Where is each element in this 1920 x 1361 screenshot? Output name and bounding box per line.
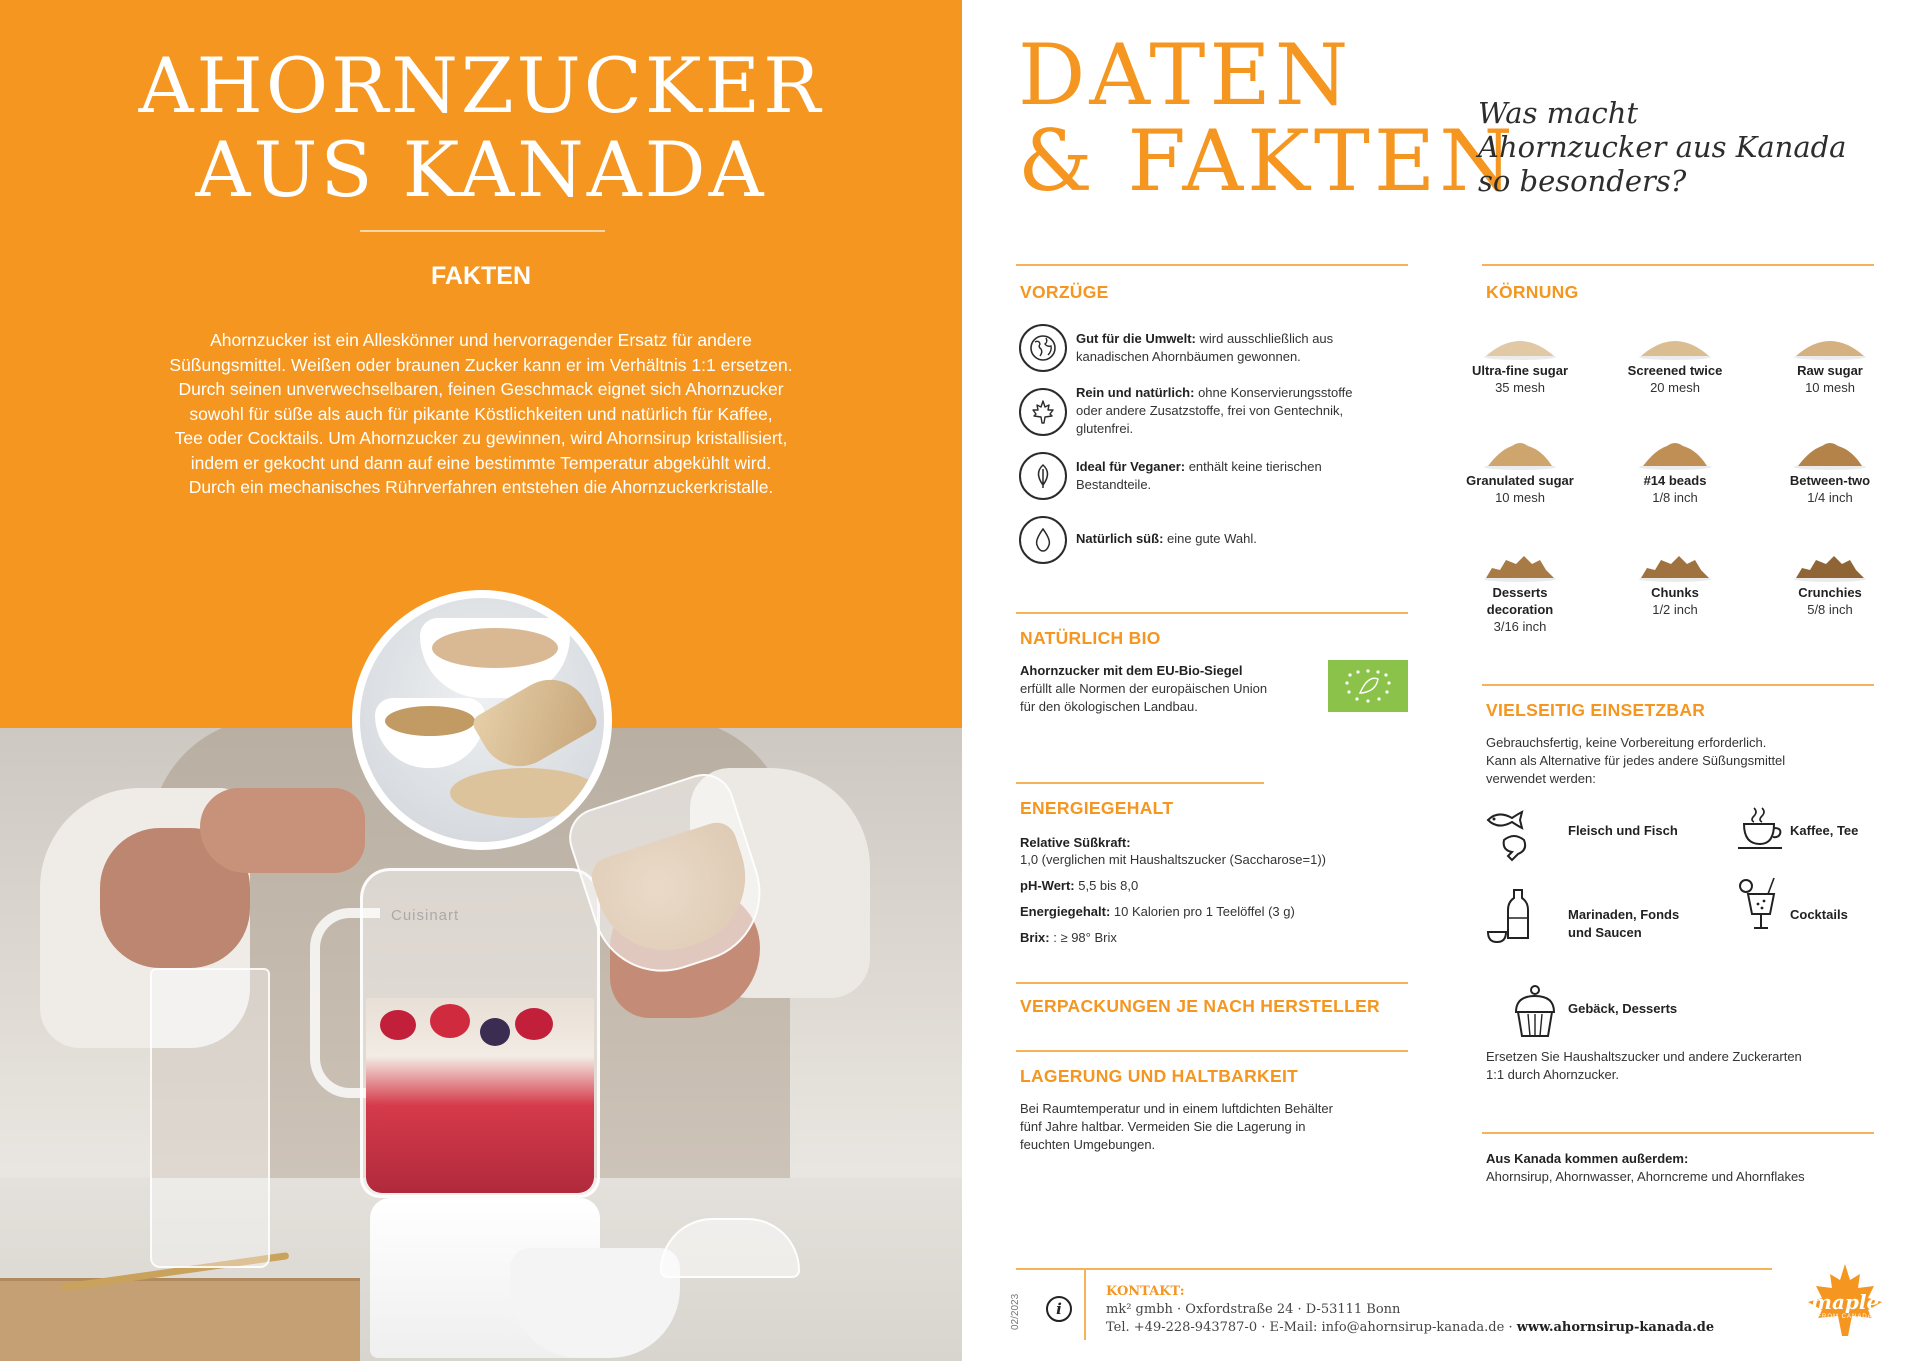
title-divider [360, 230, 605, 232]
vielseitig-outro [1486, 1048, 1886, 1084]
sugar-pile-icon [1480, 548, 1560, 582]
sugar-pile-icon [1790, 326, 1870, 360]
use-marinaden-line1: Marinaden, Fonds [1568, 907, 1680, 922]
bio-line: erfüllt alle Normen der europäischen Union [1020, 681, 1268, 696]
grain-item [1605, 584, 1745, 618]
divider [1482, 1132, 1874, 1134]
kontakt-label: KONTAKT: [1106, 1284, 1185, 1299]
vorzug-text: ohne Konservierungsstoffe [1194, 385, 1353, 400]
question-text [1478, 96, 1846, 198]
grain-name: #14 beads [1643, 473, 1707, 488]
use-fleisch-fisch: Fleisch und Fisch [1568, 823, 1678, 838]
grain-size: 10 mesh [1805, 380, 1855, 395]
grain-name: Between-two [1789, 473, 1871, 488]
intro-line: Kann als Alternative für jedes andere Süßungsmittel [1486, 753, 1786, 768]
outro-line: Ersetzen Sie Haushaltszucker und andere Zuckerarten [1486, 1049, 1802, 1064]
grain-size: 20 mesh [1650, 380, 1700, 395]
berry [480, 1018, 510, 1046]
fakten-line: indem er gekocht und dann auf eine bestimmte Temperatur abgekühlt wird. [190, 452, 772, 473]
vorzug-text: oder andere Zusatzstoffe, frei von Gentechnik, [1076, 403, 1344, 418]
vorzug-umwelt [1076, 330, 1406, 366]
daten-title-line1: DATEN [1018, 26, 1353, 124]
white-bowl [510, 1248, 680, 1358]
grain-size: 1/2 inch [1652, 602, 1698, 617]
vorzug-text: Bestandteile. [1076, 477, 1152, 492]
berry [430, 1004, 470, 1038]
footer-divider [1084, 1268, 1086, 1340]
fakten-line: Süßungsmittel. Weißen oder braunen Zucker kann er im Verhältnis 1:1 ersetzen. [169, 354, 793, 375]
vorzug-bold: Ideal für Veganer: [1076, 459, 1186, 474]
footer-rule [1016, 1268, 1772, 1270]
more-bold: Aus Kanada kommen außerdem: [1486, 1151, 1689, 1166]
divider [1016, 1050, 1408, 1052]
lagerung-heading: LAGERUNG UND HALTBARKEIT [1020, 1066, 1299, 1086]
divider [1016, 612, 1408, 614]
sugar-pile-icon [1635, 436, 1715, 470]
grain-item [1605, 472, 1745, 506]
drop-icon [1019, 516, 1067, 564]
fakten-line: Durch seinen unverwechselbaren, feinen Geschmack eignet sich Ahornzucker [178, 379, 784, 399]
grain-size: 5/8 inch [1807, 602, 1853, 617]
grain-item [1760, 362, 1900, 396]
use-cocktails: Cocktails [1790, 907, 1848, 922]
sugar-pile-icon [1480, 326, 1560, 360]
grain-name: Ultra-fine sugar [1471, 363, 1569, 378]
vorzug-suess [1076, 530, 1406, 548]
energy-label: Energiegehalt: [1020, 904, 1111, 919]
grain-item [1760, 472, 1900, 506]
sugar-pile-icon [1635, 326, 1715, 360]
sugar-pile-icon [1635, 548, 1715, 582]
bio-bold: Ahornzucker mit dem EU-Bio-Siegel [1020, 663, 1243, 678]
grain-size: 35 mesh [1495, 380, 1545, 395]
intro-line: verwendet werden: [1486, 771, 1596, 786]
left-title-line2: AUS KANADA [195, 125, 767, 214]
use-kaffee-tee: Kaffee, Tee [1790, 823, 1859, 838]
question-line: Was macht [1478, 96, 1639, 130]
right-page [962, 0, 1920, 1361]
logo-word: maple [1810, 1290, 1880, 1314]
vorzug-text: glutenfrei. [1076, 421, 1134, 436]
grain-item [1450, 584, 1590, 635]
drinking-glass [150, 968, 270, 1268]
intro-line: Gebrauchsfertig, keine Vorbereitung erforderlich. [1486, 735, 1767, 750]
vorzug-vegan [1076, 458, 1406, 494]
lagerung-line: fünf Jahre haltbar. Vermeiden Sie die Lagerung in [1020, 1119, 1306, 1134]
grain-size: 1/4 inch [1807, 490, 1853, 505]
grain-item [1450, 362, 1590, 396]
grain-name: Crunchies [1798, 585, 1862, 600]
cocktail-icon [1734, 874, 1792, 932]
vorzuege-heading: VORZÜGE [1020, 282, 1109, 302]
vorzug-text: eine gute Wahl. [1163, 531, 1257, 546]
divider [1016, 264, 1408, 266]
daten-title-line2: & FAKTEN [1018, 112, 1517, 210]
spilled-sugar [450, 768, 600, 818]
koernung-heading: KÖRNUNG [1486, 282, 1579, 302]
bio-heading: NATÜRLICH BIO [1020, 628, 1161, 648]
info-icon: i [1046, 1296, 1072, 1322]
grain-size: 3/16 inch [1493, 619, 1547, 634]
question-line: so besonders? [1478, 164, 1687, 198]
bottle-bowl-icon [1484, 888, 1542, 946]
divider [1016, 982, 1408, 984]
fish-meat-icon [1484, 806, 1542, 864]
energie-text [1020, 834, 1420, 946]
maple-from-canada-logo [1800, 1262, 1890, 1342]
berry [380, 1010, 416, 1040]
berry [515, 1008, 553, 1040]
relative-label: Relative Süßkraft: [1020, 835, 1131, 850]
lagerung-line: feuchten Umgebungen. [1020, 1137, 1156, 1152]
fakten-body [120, 328, 842, 500]
divider [1482, 684, 1874, 686]
sugar-pile-icon [1480, 436, 1560, 470]
footer-date: 02/2023 [1010, 1293, 1021, 1330]
grain-name: Granulated sugar [1466, 473, 1574, 488]
fakten-line: Durch ein mechanisches Rührverfahren entstehen die Ahornzuckerkristalle. [188, 477, 774, 497]
coffee-cup-icon [1734, 800, 1792, 858]
cupcake-icon [1506, 982, 1564, 1040]
divider [1482, 264, 1874, 266]
fine-sugar [432, 628, 558, 668]
grain-item [1760, 584, 1900, 618]
contact-phone-email: Tel. +49-228-943787-0 · E-Mail: info@ahornsirup-kanada.de · [1106, 1320, 1517, 1335]
grain-item [1450, 472, 1590, 506]
sugar-inset-photo [352, 590, 612, 850]
fakten-line: Tee oder Cocktails. Um Ahornzucker zu gewinnen, wird Ahornsirup kristallisiert, [174, 428, 788, 448]
sugar-pile-icon [1790, 436, 1870, 470]
eu-organic-leaf-logo [1328, 660, 1408, 712]
vorzug-text: wird ausschließlich aus [1195, 331, 1334, 346]
grain-size: 10 mesh [1495, 490, 1545, 505]
blender-brand: Cuisinart [391, 907, 460, 924]
ph-label: pH-Wert: [1020, 878, 1075, 893]
vielseitig-heading: VIELSEITIG EINSETZBAR [1486, 700, 1706, 720]
maple-leaf-icon [1019, 388, 1067, 436]
contact-address: mk² gmbh · Oxfordstraße 24 · D-53111 Bonn [1106, 1302, 1401, 1317]
vorzug-bold: Rein und natürlich: [1076, 385, 1195, 400]
question-line: Ahornzucker aus Kanada [1478, 130, 1847, 164]
bio-line: für den ökologischen Landbau. [1020, 699, 1198, 714]
grain-item [1605, 362, 1745, 396]
more-line: Ahornsirup, Ahornwasser, Ahorncreme und Ahornflakes [1486, 1169, 1805, 1184]
energie-heading: ENERGIEGEHALT [1020, 798, 1174, 818]
grain-name-line2: decoration [1486, 602, 1554, 617]
grain-name: Screened twice [1627, 363, 1723, 378]
logo-sub: FROM CANADA [1817, 1314, 1873, 1320]
fakten-line: Ahornzucker ist ein Alleskönner und hervorragender Ersatz für andere [210, 330, 752, 350]
grain-name: Chunks [1651, 585, 1699, 600]
brix-label: Brix: [1020, 930, 1050, 945]
website-link[interactable]: www.ahornsirup-kanada.de [1516, 1320, 1715, 1335]
brix-value: : ≥ 98° Brix [1049, 930, 1117, 945]
vorzug-bold: Natürlich süß: [1076, 531, 1164, 546]
leaf-icon [1019, 452, 1067, 500]
divider [1016, 782, 1264, 784]
cutting-board [0, 1278, 360, 1361]
vorzug-text: enthält keine tierischen [1185, 459, 1322, 474]
use-gebaeck: Gebäck, Desserts [1568, 1001, 1678, 1016]
vorzug-bold: Gut für die Umwelt: [1076, 331, 1196, 346]
vielseitig-intro [1486, 734, 1886, 788]
use-marinaden-line2: und Saucen [1568, 925, 1642, 940]
ph-value: 5,5 bis 8,0 [1074, 878, 1139, 893]
verpackungen-heading: VERPACKUNGEN JE NACH HERSTELLER [1020, 996, 1380, 1016]
vorzug-rein [1076, 384, 1416, 438]
sugar-pile-icon [1790, 548, 1870, 582]
lagerung-text [1020, 1100, 1400, 1154]
relative-value: 1,0 (verglichen mit Haushaltszucker (Saccharose=1)) [1020, 852, 1326, 867]
energy-value: 10 Kalorien pro 1 Teelöffel (3 g) [1110, 904, 1295, 919]
left-title-line1: AHORNZUCKER [138, 41, 824, 130]
use-marinaden [1568, 906, 1679, 942]
vorzug-text: kanadischen Ahornbäumen gewonnen. [1076, 349, 1301, 364]
globe-icon [1019, 324, 1067, 372]
grain-size: 1/8 inch [1652, 490, 1698, 505]
contact-line [1106, 1320, 1714, 1335]
fakten-heading: FAKTEN [431, 262, 531, 290]
more-products [1486, 1150, 1886, 1186]
fakten-line: sowohl für süße als auch für pikante Köstlichkeiten und natürlich für Kaffee, [189, 403, 773, 424]
hand-left [200, 788, 365, 873]
grain-name: Desserts [1492, 585, 1548, 600]
sugar-beads [385, 706, 475, 736]
outro-line: 1:1 durch Ahornzucker. [1486, 1067, 1619, 1082]
bio-text [1020, 662, 1320, 716]
grain-name: Raw sugar [1797, 363, 1863, 378]
lagerung-line: Bei Raumtemperatur und in einem luftdichten Behälter [1020, 1101, 1333, 1116]
